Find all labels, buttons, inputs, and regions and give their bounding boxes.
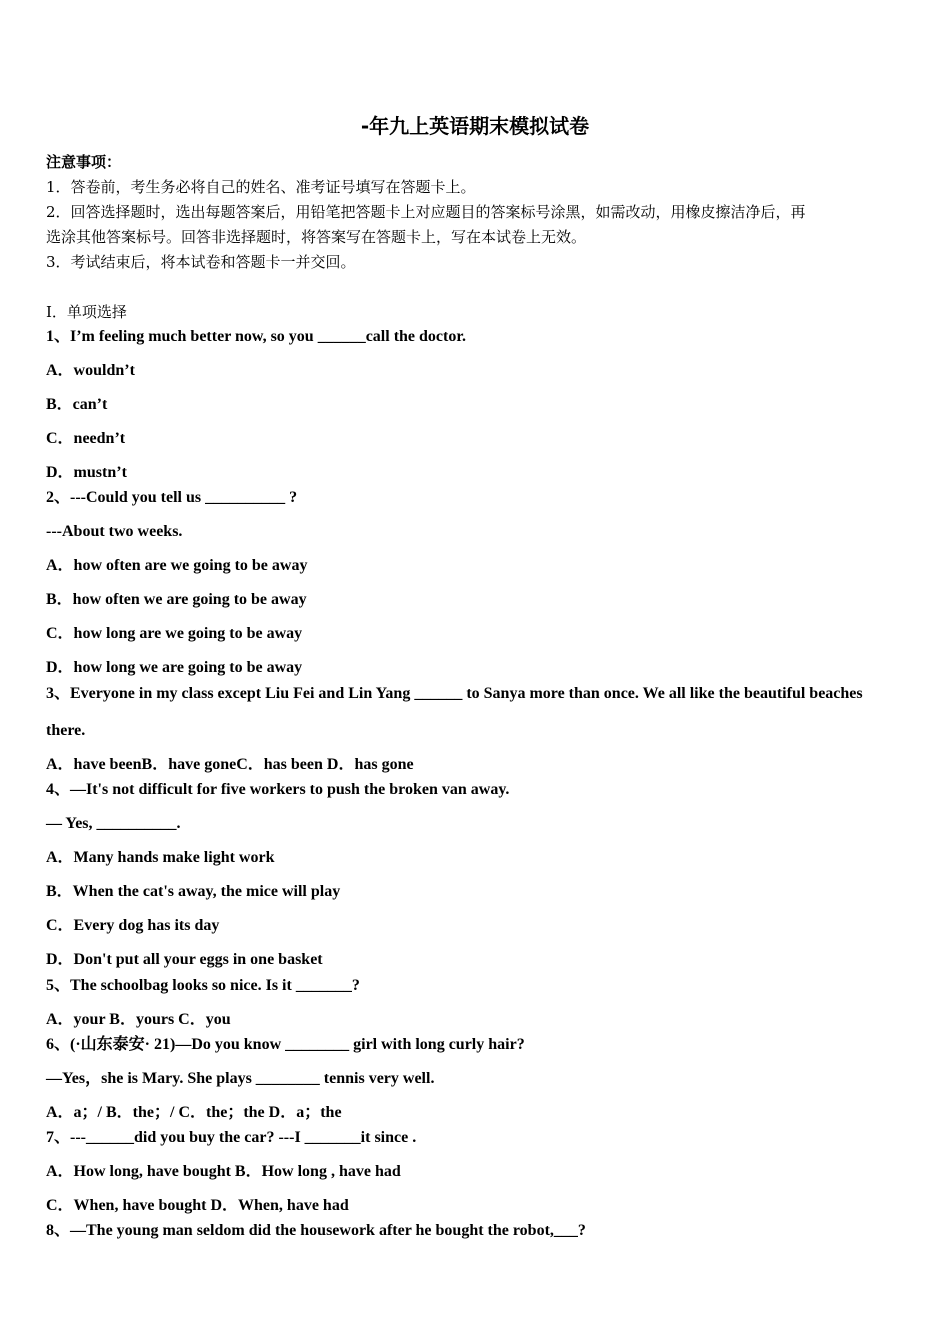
question-stem: 3、Everyone in my class except Liu Fei and Lin Yang ______ to Sanya more than once. We all like the beautiful beaches	[46, 685, 863, 702]
notice-item: 1．答卷前，考生务必将自己的姓名、准考证号填写在答题卡上。	[46, 178, 476, 196]
options-line: C．When, have bought D．When, have had	[46, 1197, 349, 1214]
section-heading: Ⅰ．单项选择	[46, 303, 127, 321]
question-reply: —Yes，she is Mary. She plays ________ tennis very well.	[46, 1070, 435, 1087]
question-stem: 5、The schoolbag looks so nice. Is it _______?	[46, 977, 360, 994]
option: C．how long are we going to be away	[46, 625, 303, 642]
option: B．how often we are going to be away	[46, 591, 307, 608]
option: B．When the cat's away, the mice will play	[46, 883, 341, 900]
notice-heading: 注意事项：	[46, 153, 122, 171]
notice-item: 选涂其他答案标号。回答非选择题时，将答案写在答题卡上，写在本试卷上无效。	[46, 228, 587, 246]
options-line: A．have beenB．have goneC．has been D．has gone	[46, 756, 414, 773]
option: C．Every dog has its day	[46, 917, 220, 934]
option: A．how often are we going to be away	[46, 557, 308, 574]
question-stem: 8、—The young man seldom did the housework after he bought the robot,___?	[46, 1222, 586, 1239]
question-stem-continued: there.	[46, 722, 86, 739]
option: A．Many hands make light work	[46, 849, 275, 866]
question-stem: 4、—It's not difficult for five workers to push the broken van away.	[46, 781, 510, 798]
notice-item: 3．考试结束后，将本试卷和答题卡一并交回。	[46, 253, 356, 271]
option: B．can’t	[46, 396, 108, 413]
page-title: -年九上英语期末模拟试卷	[360, 114, 590, 138]
question-stem: 6、(·山东泰安· 21)—Do you know ________ girl with long curly hair?	[46, 1036, 525, 1053]
question-stem: 7、---______did you buy the car? ---I _______it since .	[46, 1129, 417, 1146]
question-reply: ---About two weeks.	[46, 523, 183, 540]
question-stem: 2、---Could you tell us __________ ?	[46, 489, 298, 506]
notice-item: 2．回答选择题时，选出每题答案后，用铅笔把答题卡上对应题目的答案标号涂黑，如需改动，用橡皮擦洁净后，再	[46, 203, 806, 221]
question-stem: 1、I’m feeling much better now, so you ______call the doctor.	[46, 328, 466, 345]
options-line: A．a；/ B．the；/ C．the；the D．a；the	[46, 1104, 342, 1121]
option: D．mustn’t	[46, 464, 127, 481]
option: A．wouldn’t	[46, 362, 135, 379]
options-line: A．How long, have bought B．How long , have had	[46, 1163, 401, 1180]
options-line: A．your B．yours C．you	[46, 1011, 231, 1028]
option: D．how long we are going to be away	[46, 659, 303, 676]
option: D．Don't put all your eggs in one basket	[46, 951, 323, 968]
option: C．needn’t	[46, 430, 126, 447]
question-reply: — Yes, __________.	[46, 815, 181, 832]
